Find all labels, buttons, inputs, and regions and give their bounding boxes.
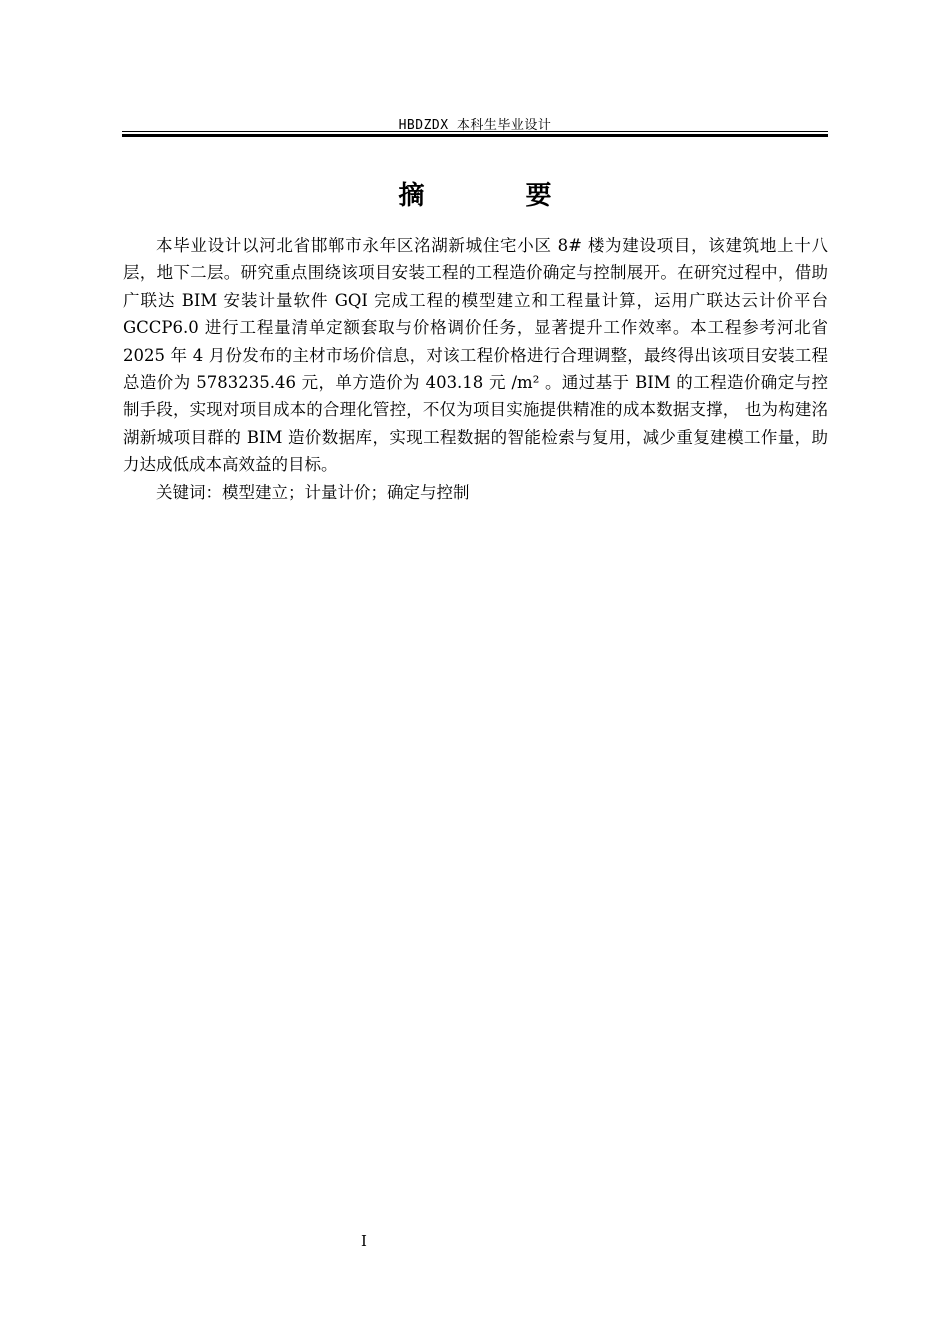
abstract-body (123, 232, 828, 506)
keywords-line: 关键词：模型建立；计量计价；确定与控制 (156, 482, 470, 502)
running-header-title: HBDZDX 本科生毕业设计 (398, 118, 552, 133)
page-number: I (361, 1232, 367, 1250)
header-double-rule (122, 131, 828, 137)
abstract-paragraph: 本毕业设计以河北省邯郸市永年区洺湖新城住宅小区 8# 楼为建设项目，该建筑地上十八层，地下二层。研究重点围绕该项目安装工程的工程造价确定与控制展开。在研究过程中，借助广联达 BIM 安装计量软件 GQI 完成工程的模型建立和工程量计算，运用广联达云计价平台 GCCP6.0 进行工程量清单定额套取与价格调价任务，显著提升工作效率。本工程参考河北省 2025 年 4 月份发布的主材市场价信息，对该工程价格进行合理调整，最终得出该项目安装工程总造价为 5783235.46 元，单方造价为 403.18 元 /m² 。通过基于 BIM 的工程造价确定与控制手段，实现对项目成本的合理化管控，不仅为项目实施提供精准的成本数据支撑， 也为构建洺湖新城项目群的 BIM 造价数据库，实现工程数据的智能检索与复用，减少重复建模工作量，助力达成低成本高效益的目标。 (123, 236, 828, 475)
abstract-title: 摘 要 (398, 181, 598, 211)
